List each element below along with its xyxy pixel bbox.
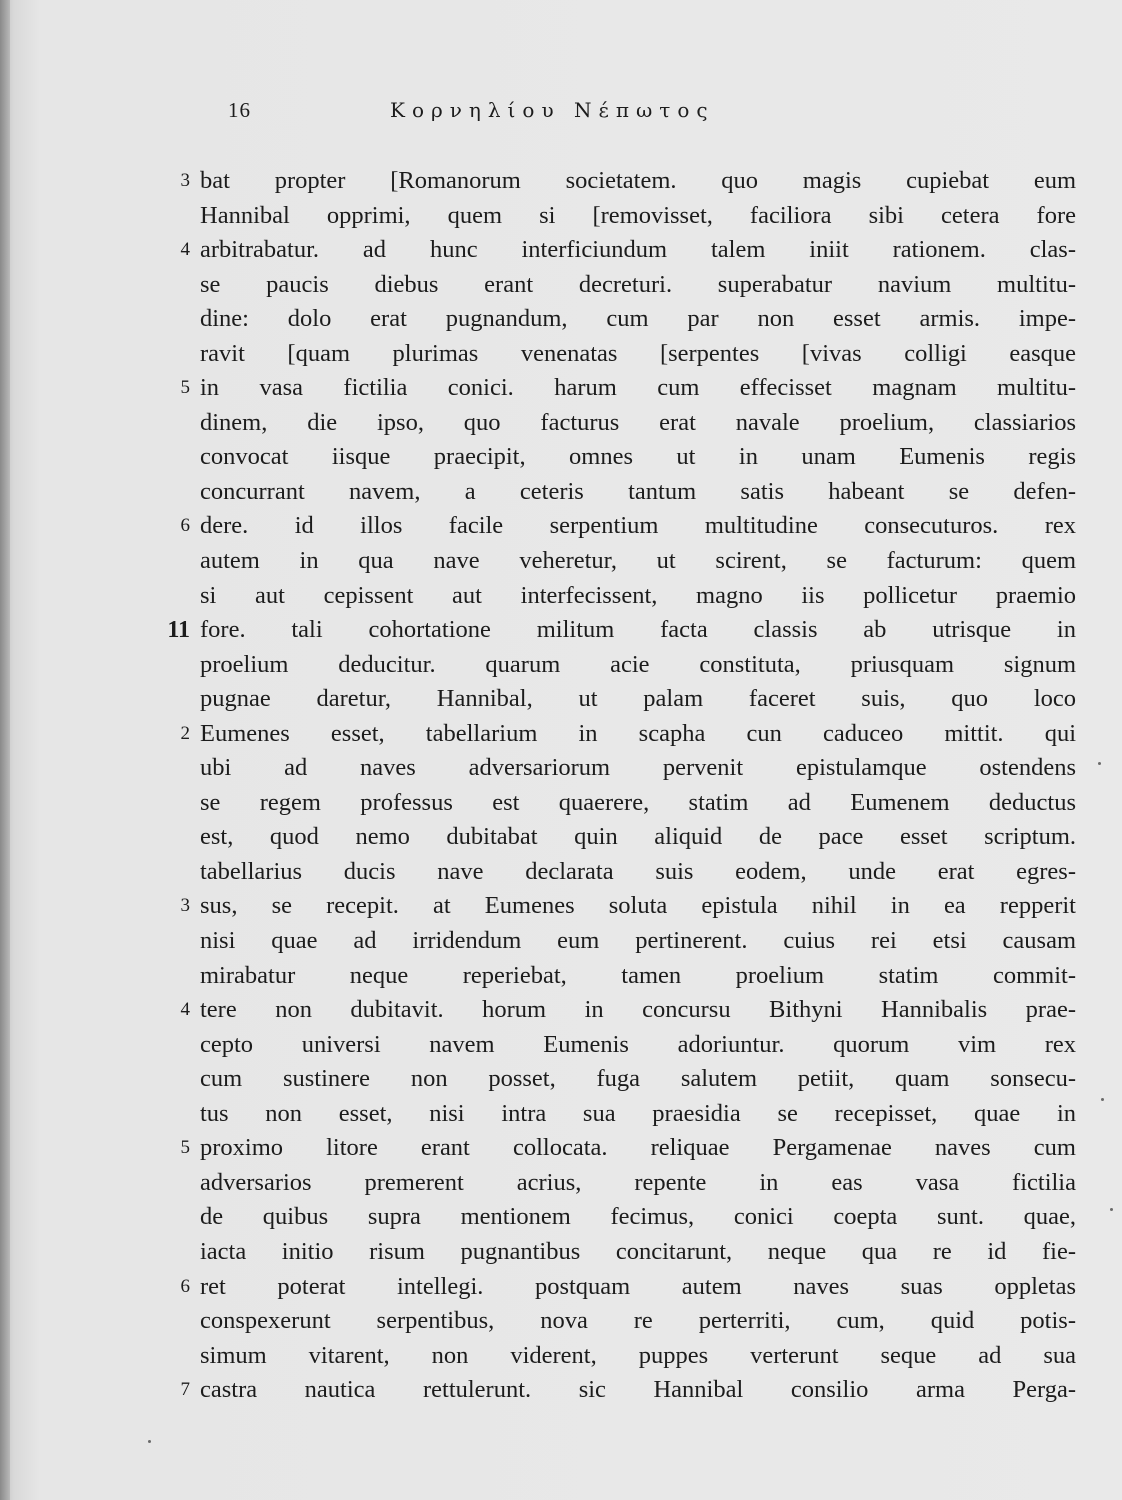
line-text: cepto universi navem Eumenis adoriuntur. quorum vim rex xyxy=(200,1030,1076,1058)
text-line xyxy=(150,509,1080,544)
text-line xyxy=(150,889,1080,924)
text-line xyxy=(150,959,1080,994)
line-text: ravit [quam plurimas venenatas [serpentes [vivas colligi easque xyxy=(200,339,1076,367)
text-line xyxy=(150,371,1080,406)
line-text: tere non dubitavit. horum in concursu Bithyni Hannibalis prae- xyxy=(200,996,1076,1024)
line-text: castra nautica rettulerunt. sic Hannibal consilio arma Perga- xyxy=(200,1376,1076,1404)
line-text: mirabatur neque reperiebat, tamen proelium statim commit- xyxy=(200,961,1076,989)
text-line xyxy=(150,1200,1080,1235)
paper-speck xyxy=(1098,762,1101,765)
text-line xyxy=(150,1166,1080,1201)
line-text: ubi ad naves adversariorum pervenit epistulamque ostendens xyxy=(200,754,1076,782)
line-text: dinem, die ipso, quo facturus erat navale proelium, classiarios xyxy=(200,408,1076,436)
line-text: se paucis diebus erant decreturi. superabatur navium multitu- xyxy=(200,270,1076,298)
text-line xyxy=(150,924,1080,959)
line-text: cum sustinere non posset, fuga salutem petiit, quam sonsecu- xyxy=(200,1065,1076,1093)
line-text: dine: dolo erat pugnandum, cum par non esset armis. impe- xyxy=(200,305,1076,333)
section-number: 6 xyxy=(180,1275,190,1297)
text-line xyxy=(150,475,1080,510)
line-text: simum vitarent, non viderent, puppes verterunt seque ad sua xyxy=(200,1341,1076,1369)
text-line xyxy=(150,406,1080,441)
line-text: sus, se recepit. at Eumenes soluta epistula nihil in ea repperit xyxy=(200,892,1076,920)
line-text: tabellarius ducis nave declarata suis eodem, unde erat egres- xyxy=(200,857,1076,885)
line-text: autem in qua nave veheretur, ut scirent, se facturum: quem xyxy=(200,547,1076,575)
text-line xyxy=(150,1097,1080,1132)
line-text: Eumenes esset, tabellarium in scapha cun caduceo mittit. qui xyxy=(200,719,1076,747)
line-text: proelium deducitur. quarum acie constituta, priusquam signum xyxy=(200,650,1076,678)
text-line xyxy=(150,1270,1080,1305)
line-text: ret poterat intellegi. postquam autem naves suas oppletas xyxy=(200,1272,1076,1300)
line-text: conspexerunt serpentibus, nova re perterriti, cum, quid potis- xyxy=(200,1307,1076,1335)
line-text: concurrant navem, a ceteris tantum satis habeant se defen- xyxy=(200,477,1076,505)
binding-shadow xyxy=(0,0,10,1500)
line-text: tus non esset, nisi intra sua praesidia se recepisset, quae in xyxy=(200,1099,1076,1127)
text-line xyxy=(150,268,1080,303)
line-text: adversarios premerent acrius, repente in eas vasa fictilia xyxy=(200,1168,1076,1196)
section-number: 4 xyxy=(180,239,190,261)
text-line xyxy=(150,233,1080,268)
text-line xyxy=(150,717,1080,752)
body-text xyxy=(150,164,1080,1408)
page-header xyxy=(228,98,788,138)
text-line xyxy=(150,1304,1080,1339)
line-text: fore. tali cohortatione militum facta classis ab utrisque in xyxy=(200,616,1076,644)
text-line xyxy=(150,682,1080,717)
line-text: in vasa fictilia conici. harum cum effecisset magnam multitu- xyxy=(200,374,1076,402)
line-text: arbitrabatur. ad hunc interficiundum talem iniit rationem. clas- xyxy=(200,236,1076,264)
section-number: 5 xyxy=(180,377,190,399)
text-line xyxy=(150,820,1080,855)
line-text: proximo litore erant collocata. reliquae Pergamenae naves cum xyxy=(200,1134,1076,1162)
paper-speck xyxy=(1101,1098,1104,1101)
text-line xyxy=(150,199,1080,234)
text-line xyxy=(150,1373,1080,1408)
page-number: 16 xyxy=(228,98,251,122)
line-text: dere. id illos facile serpentium multitudine consecuturos. rex xyxy=(200,512,1076,540)
text-line xyxy=(150,1062,1080,1097)
text-line xyxy=(150,302,1080,337)
text-line xyxy=(150,993,1080,1028)
section-number: 6 xyxy=(180,515,190,537)
section-number: 4 xyxy=(180,999,190,1021)
line-text: iacta initio risum pugnantibus concitarunt, neque qua re id fie- xyxy=(200,1237,1076,1265)
section-number: 3 xyxy=(180,170,190,191)
text-line xyxy=(150,1235,1080,1270)
line-text: nisi quae ad irridendum eum pertinerent. cuius rei etsi causam xyxy=(200,927,1076,955)
text-line xyxy=(150,648,1080,683)
text-line xyxy=(150,579,1080,614)
text-line xyxy=(150,1028,1080,1063)
text-line xyxy=(150,613,1080,648)
text-line xyxy=(150,1131,1080,1166)
section-number: 2 xyxy=(180,722,190,744)
paper-speck xyxy=(148,1440,151,1443)
text-line xyxy=(150,786,1080,821)
line-text: se regem professus est quaerere, statim ad Eumenem deductus xyxy=(200,788,1076,816)
text-line xyxy=(150,337,1080,372)
line-text: Hannibal opprimi, quem si [removisset, faciliora sibi cetera fore xyxy=(200,201,1076,229)
text-line xyxy=(150,855,1080,890)
text-line xyxy=(150,1339,1080,1374)
text-line xyxy=(150,164,1080,199)
section-number: 11 xyxy=(167,617,190,644)
running-title: Κορνηλίου Νέπωτος xyxy=(390,98,715,122)
line-text: est, quod nemo dubitabat quin aliquid de pace esset scriptum. xyxy=(200,823,1076,851)
line-text: convocat iisque praecipit, omnes ut in unam Eumenis regis xyxy=(200,443,1076,471)
section-number: 3 xyxy=(180,895,190,917)
line-text: si aut cepissent aut interfecissent, magno iis pollicetur praemio xyxy=(200,581,1076,609)
section-number: 7 xyxy=(180,1379,190,1401)
line-text: bat propter [Romanorum societatem. quo magis cupiebat eum xyxy=(200,167,1076,194)
text-line xyxy=(150,751,1080,786)
text-line xyxy=(150,544,1080,579)
paper-speck xyxy=(1110,1208,1113,1211)
text-line xyxy=(150,440,1080,475)
line-text: pugnae daretur, Hannibal, ut palam faceret suis, quo loco xyxy=(200,685,1076,713)
line-text: de quibus supra mentionem fecimus, conici coepta sunt. quae, xyxy=(200,1203,1076,1231)
section-number: 5 xyxy=(180,1137,190,1159)
